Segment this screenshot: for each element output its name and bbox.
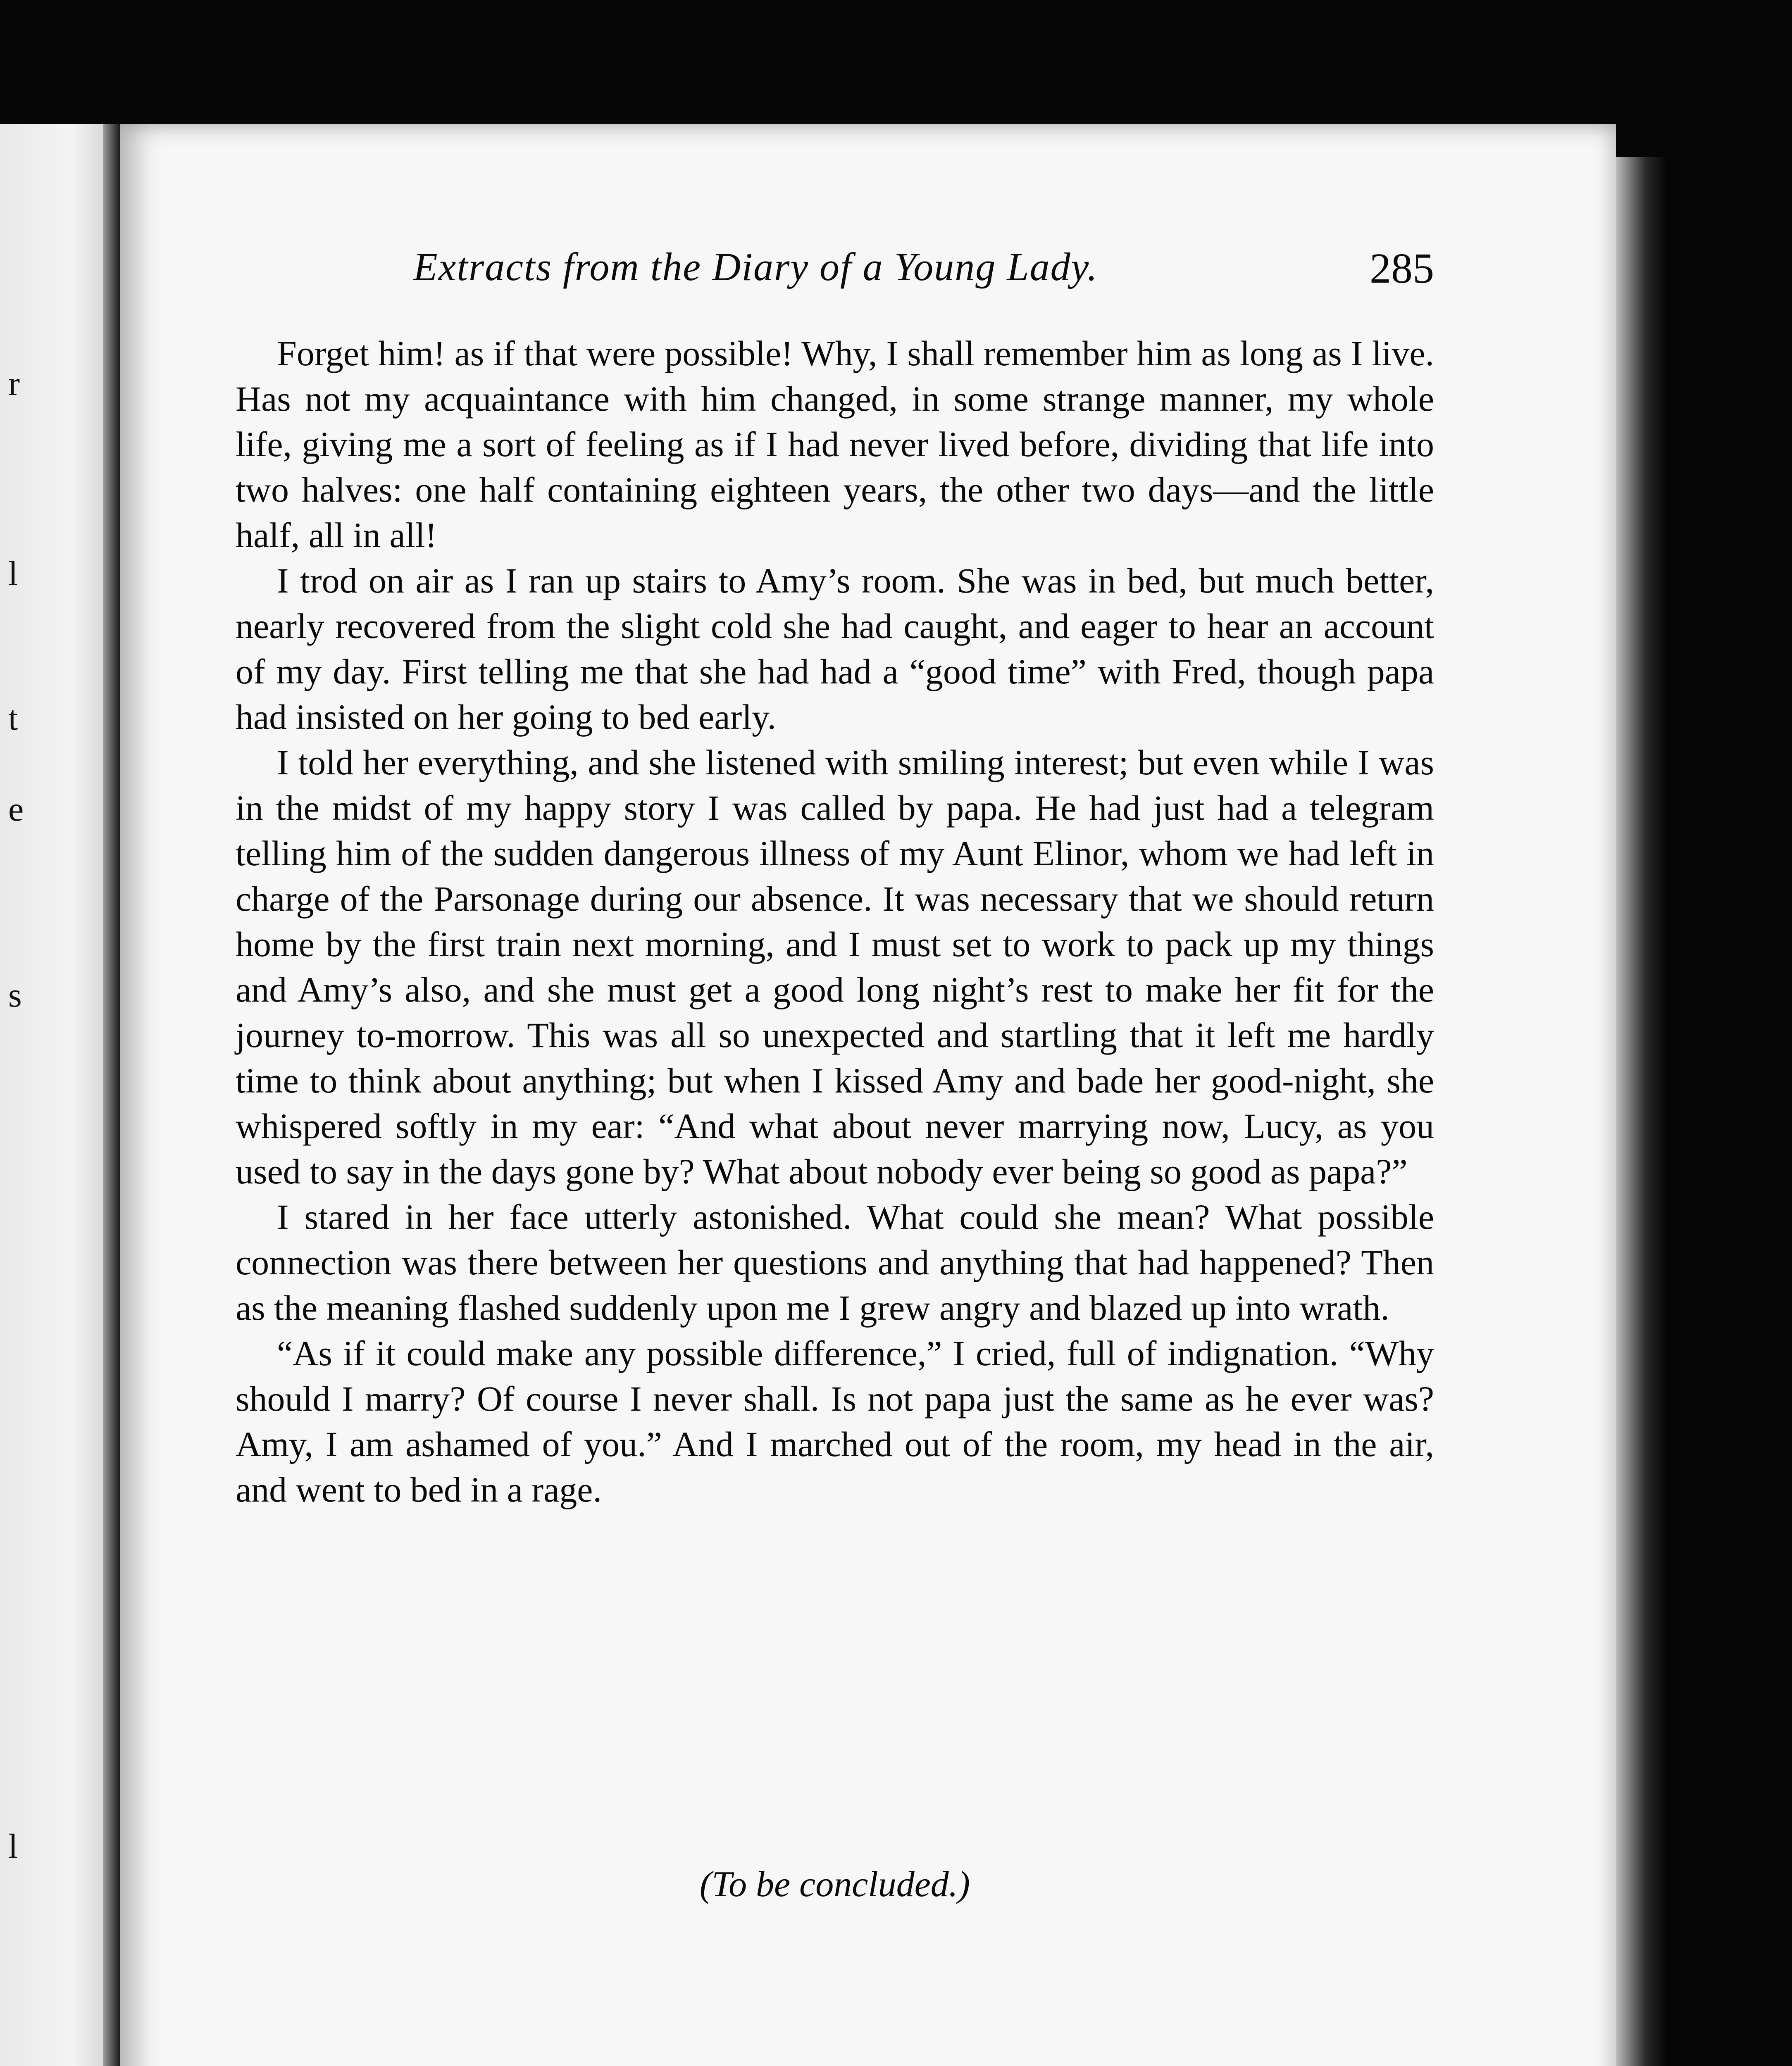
fragment-char: l (8, 1827, 18, 1866)
paragraph: I trod on air as I ran up stairs to Amy’s room. She was in bed, but much better, nearly recovered from the slight cold she had caught, and eager to hear an account of my day. First telling me that she had had a “good time” with Fred, though papa had insisted on her going to bed early. (236, 561, 1434, 737)
book-gutter (103, 124, 120, 2066)
fragment-char: r (8, 364, 20, 403)
fragment-char: l (8, 555, 18, 593)
body-text (236, 331, 1434, 1512)
fragment-char: e (8, 790, 24, 828)
continuation-text: (To be concluded.) (699, 1864, 970, 1904)
paragraph: Forget him! as if that were possible! Why, I shall remember him as long as I live. Has not my acquaintance with him changed, in some strange manner, my whole life, giving me a sort of feeling as if I had never lived before, dividing that life into two halves: one half containing eighteen years, the other two days—and the little half, all in all! (236, 333, 1434, 555)
fragment-char: s (8, 976, 22, 1014)
paragraph: “As if it could make any possible difference,” I cried, full of indignation. “Why should I marry? Of course I never shall. Is not papa just the same as he ever was? Amy, I am ashamed of you.” And I marched out of the room, my head in the air, and went to bed in a rage. (236, 1333, 1434, 1509)
running-title: Extracts from the Diary of a Young Lady. (413, 245, 1098, 289)
previous-page-fragments (0, 0, 103, 2066)
fragment-char: t (8, 699, 18, 738)
page-number: 285 (1370, 245, 1434, 292)
page-header (413, 244, 1434, 298)
page-right-edge (1616, 157, 1666, 2066)
to-be-concluded-note (236, 1864, 1434, 1905)
paragraph: I told her everything, and she listened with smiling interest; but even while I was in the midst of my happy story I was called by papa. He had just had a telegram telling him of the sudden dangerous illness of my Aunt Elinor, whom we had left in charge of the Parsonage during our absence. It was necessary that we should return home by the first train next morning, and I must set to work to pack up my things and Amy’s also, and she must get a good long night’s rest to make her fit for the journey to-morrow. This was all so unexpected and startling that it left me hardly time to think about anything; but when I kissed Amy and bade her good-night, she whispered softly in my ear: “And what about never marrying now, Lucy, as you used to say in the days gone by? What about nobody ever being so good as papa?” (236, 743, 1434, 1191)
paragraph: I stared in her face utterly astonished. What could she mean? What possible connection was there between her questions and anything that had happened? Then as the meaning flashed suddenly upon me I grew angry and blazed up into wrath. (236, 1197, 1434, 1328)
